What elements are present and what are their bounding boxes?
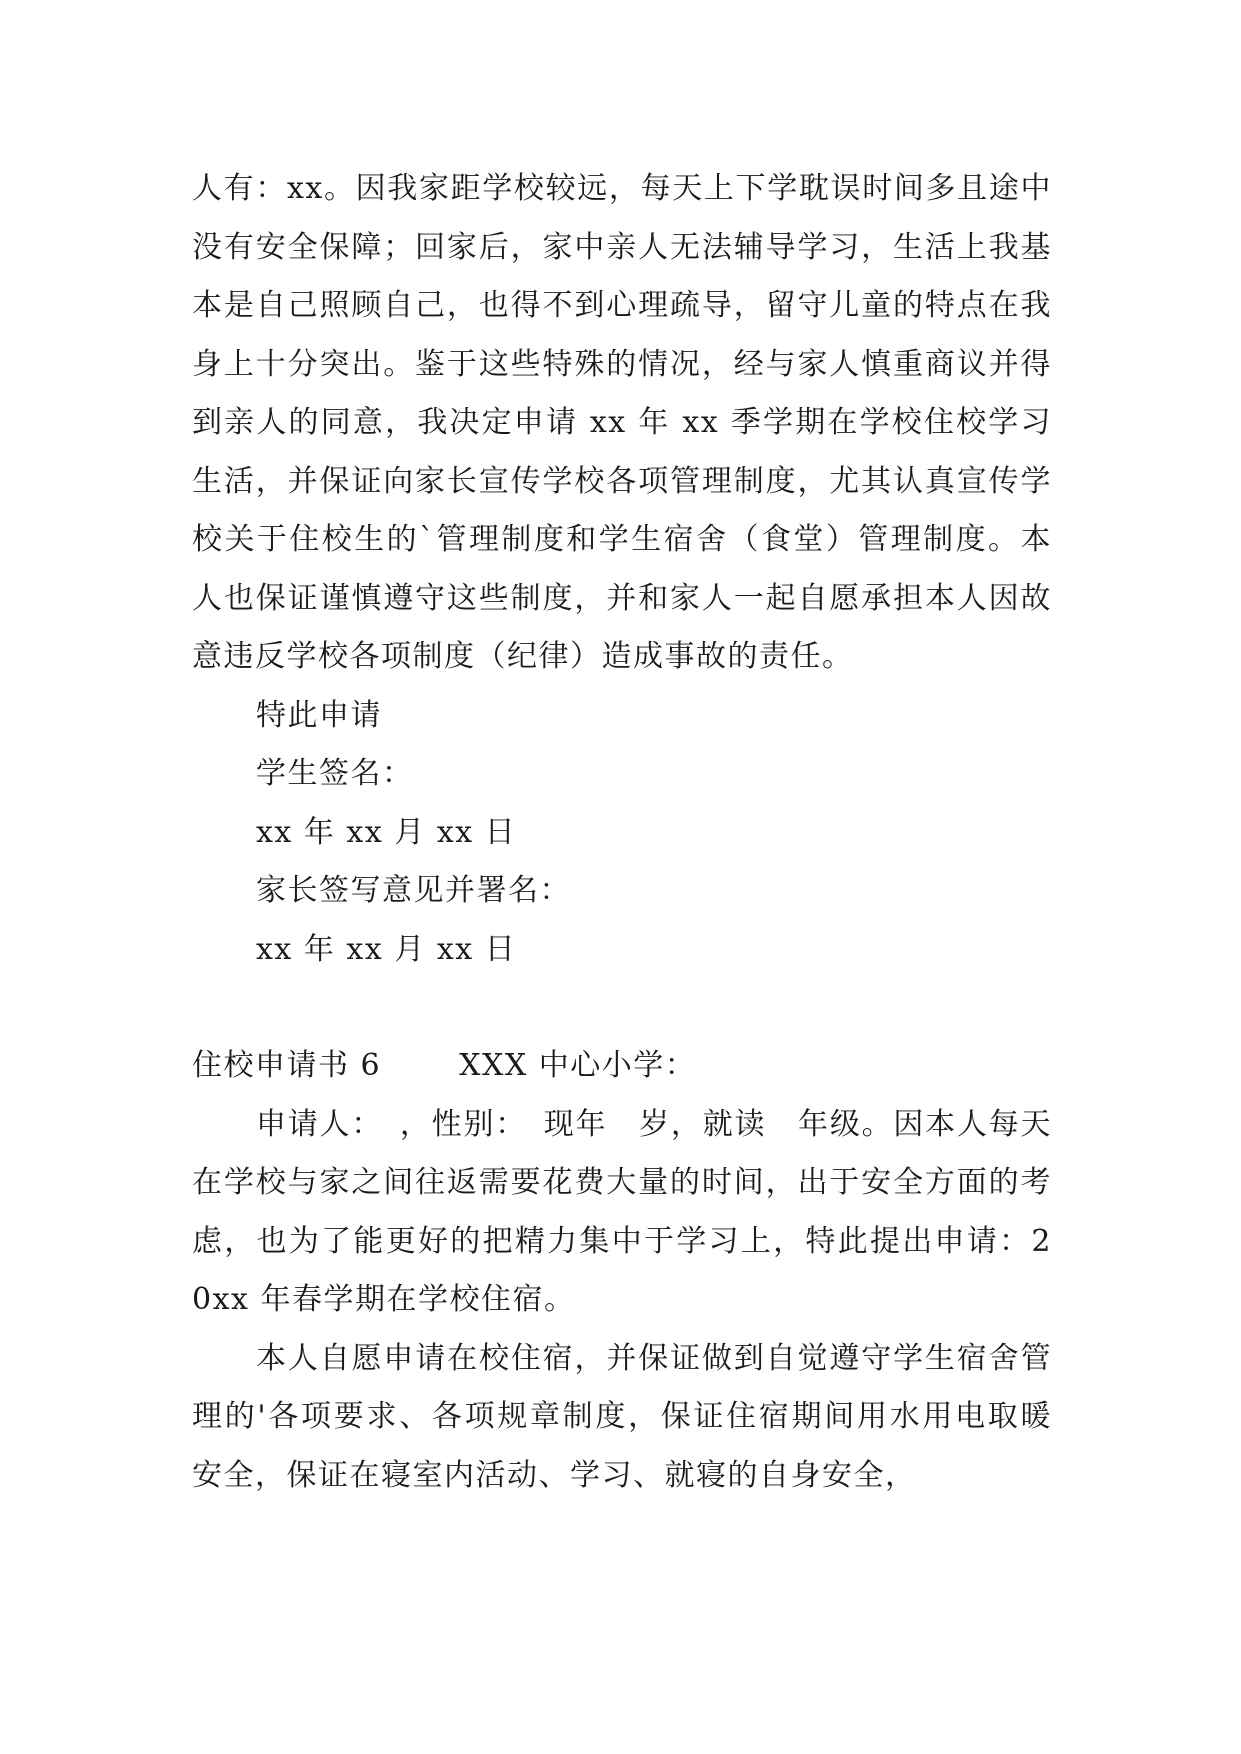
closing-text: 特此申请 — [256, 697, 382, 733]
application-paragraph: 人有：xx。因我家距学校较远，每天上下学耽误时间多且途中没有安全保障；回家后，家中亲人无法辅导学习，生活上我基本是自己照顾自己，也得不到心理疏导，留守儿童的特点在我身上十分突出。鉴于这些特殊的情况，经与家人慎重商议并得到亲人的同意，我决定申请 xx 年 xx 季学期在学校住校学习生活，并保证向家长宣传学校各项管理制度，尤其认真宣传学校关于住校生的`管理制度和学生宿舍（食堂）管理制度。本人也保证谨慎遵守这些制度，并和家人一起自愿承担本人因故意违反学校各项制度（纪律）造成事故的责任。 — [192, 171, 1052, 674]
parent-signature-date: xx 年 xx 月 xx 日 — [256, 931, 517, 967]
application-paragraph-3: 本人自愿申请在校住宿，并保证做到自觉遵守学生宿舍管理的'各项要求、各项规章制度，保证住宿期间用水用电取暖安全，保证在寝室内活动、学习、就寝的自身安全， — [192, 1340, 1052, 1493]
section-gap — [192, 979, 1052, 1037]
application-paragraph-2: 申请人： ，性别： 现年 岁，就读 年级。因本人每天在学校与家之间往返需要花费大量的时间，出于安全方面的考虑，也为了能更好的把精力集中于学习上，特此提出申请：20xx 年春学期在学校住宿。 — [192, 1106, 1052, 1317]
section-heading — [192, 1037, 1052, 1096]
recipient-name: XXX 中心小学： — [459, 1048, 697, 1083]
section-title: 住校申请书 6 — [192, 1048, 382, 1083]
student-signature-date: xx 年 xx 月 xx 日 — [256, 814, 517, 850]
parent-signature-label: 家长签写意见并署名： — [256, 873, 571, 908]
student-signature-label: 学生签名： — [256, 756, 414, 791]
document-body — [192, 160, 1052, 1505]
